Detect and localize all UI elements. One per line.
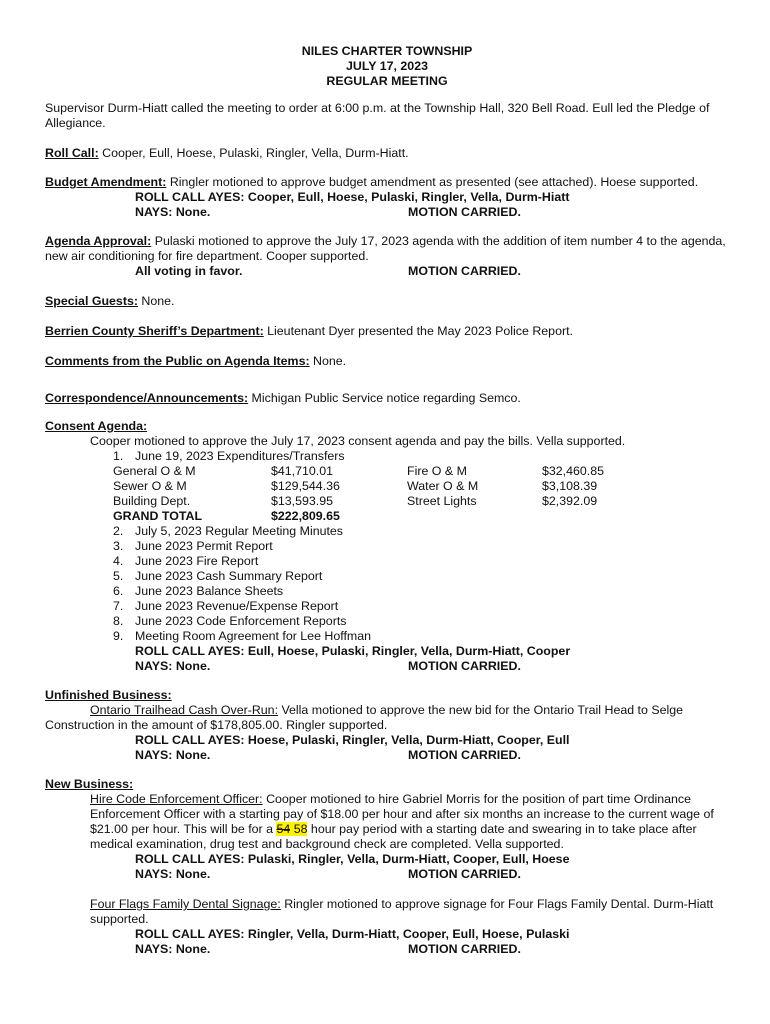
exp-label: Street Lights xyxy=(407,494,477,508)
consent-item-text: Meeting Room Agreement for Lee Hoffman xyxy=(135,629,372,643)
consent-ayes: ROLL CALL AYES: Eull, Hoese, Pulaski, Ringler, Vella, Durm-Hiatt, Cooper xyxy=(135,644,571,658)
hire-result: MOTION CARRIED. xyxy=(408,867,521,881)
consent-item-7: 7. June 2023 Revenue/Expense Report xyxy=(113,599,339,613)
unfinished-sub-label: Ontario Trailhead Cash Over-Run: xyxy=(90,703,279,717)
consent-item-text: June 2023 Revenue/Expense Report xyxy=(135,599,339,613)
budget-vote xyxy=(45,205,729,220)
intro-paragraph: Supervisor Durm-Hiatt called the meeting to order at 6:00 p.m. at the Township Hall, 320 Bell Road. Eull led the Pledge of Allegiance. xyxy=(45,101,710,130)
consent-item-5: 5. June 2023 Cash Summary Report xyxy=(113,569,323,583)
roll-call-text: Cooper, Eull, Hoese, Pulaski, Ringler, Vella, Durm-Hiatt. xyxy=(98,146,409,160)
exp-amount: $3,108.39 xyxy=(542,479,598,493)
consent-item-9: 9. Meeting Room Agreement for Lee Hoffman xyxy=(113,629,372,643)
agenda-vote xyxy=(45,264,729,279)
hire-ayes: ROLL CALL AYES: Pulaski, Ringler, Vella, Durm-Hiatt, Cooper, Eull, Hoese xyxy=(135,852,570,866)
consent-vote xyxy=(45,659,729,674)
hire-vote xyxy=(45,867,729,882)
unfinished-ayes: ROLL CALL AYES: Hoese, Pulaski, Ringler, Vella, Durm-Hiatt, Cooper, Eull xyxy=(135,733,570,747)
unfinished-result: MOTION CARRIED. xyxy=(408,748,521,762)
agenda-result: MOTION CARRIED. xyxy=(408,264,521,278)
sheriff-text: Lieutenant Dyer presented the May 2023 Police Report. xyxy=(263,324,573,338)
special-guests xyxy=(45,294,729,309)
unfinished-nays: NAYS: None. xyxy=(135,748,211,762)
signage-body: Ringler motioned to approve signage for Four Flags Family Dental. Durm-Hiatt supported. xyxy=(90,897,714,926)
exp-label: Fire O & M xyxy=(407,464,467,478)
consent-item-text: June 2023 Permit Report xyxy=(135,539,273,553)
hire-struck-value: 54 xyxy=(276,822,291,836)
sheriff-report xyxy=(45,324,729,339)
grand-total-row xyxy=(45,509,729,524)
correspondence-text: Michigan Public Service notice regarding Semco. xyxy=(248,391,521,405)
minutes-document xyxy=(45,44,729,957)
agenda-vote-text: All voting in favor. xyxy=(135,264,243,278)
signage-result: MOTION CARRIED. xyxy=(408,942,521,956)
consent-item-6: 6. June 2023 Balance Sheets xyxy=(113,584,284,598)
expenditure-row xyxy=(45,479,729,494)
exp-label: Water O & M xyxy=(407,479,479,493)
consent-item-8: 8. June 2023 Code Enforcement Reports xyxy=(113,614,347,628)
public-comments-label: Comments from the Public on Agenda Items: xyxy=(45,354,310,368)
sheriff-label: Berrien County Sheriff’s Department: xyxy=(45,324,264,338)
consent-item-2: 2. July 5, 2023 Regular Meeting Minutes xyxy=(113,524,344,538)
consent-result: MOTION CARRIED. xyxy=(408,659,521,673)
consent-item-text: June 2023 Balance Sheets xyxy=(135,584,284,598)
hire-body-a: Cooper motioned to hire Gabriel Morris for the position of part time Ordinance Enforcement Officer with a starting pay of $18.00 per hour and after six months an increase to the current wage of $21.00 per hour. This will be for a xyxy=(90,792,714,836)
agenda-text: Pulaski motioned to approve the July 17, 2023 agenda with the addition of item number 4 to the agenda, new air conditioning for fire department. Cooper supported. xyxy=(45,234,726,263)
exp-amount: $129,544.36 xyxy=(271,479,340,493)
agenda-approval xyxy=(45,234,729,264)
signage-text xyxy=(45,897,729,927)
hire-text xyxy=(45,792,729,852)
new-business-label: New Business: xyxy=(45,777,134,791)
header-meeting: REGULAR MEETING xyxy=(326,74,448,88)
hire-sub-label: Hire Code Enforcement Officer: xyxy=(90,792,263,806)
exp-amount: $32,460.85 xyxy=(542,464,605,478)
consent-item-text: June 2023 Cash Summary Report xyxy=(135,569,323,583)
special-guests-label: Special Guests: xyxy=(45,294,138,308)
consent-item-3: 3. June 2023 Permit Report xyxy=(113,539,273,553)
grand-total-label: GRAND TOTAL xyxy=(113,509,203,523)
roll-call-label: Roll Call: xyxy=(45,146,99,160)
unfinished-text xyxy=(45,703,729,733)
header-date: JULY 17, 2023 xyxy=(346,59,428,73)
signage-ayes: ROLL CALL AYES: Ringler, Vella, Durm-Hiatt, Cooper, Eull, Hoese, Pulaski xyxy=(135,927,570,941)
consent-item-1-text: June 19, 2023 Expenditures/Transfers xyxy=(135,449,345,463)
budget-text: Ringler motioned to approve budget amendment as presented (see attached). Hoese supported. xyxy=(166,175,699,189)
grand-total-amount: $222,809.65 xyxy=(271,509,340,523)
budget-nays: NAYS: None. xyxy=(135,205,211,219)
unfinished-vote xyxy=(45,748,729,763)
consent-item-1: 1. June 19, 2023 Expenditures/Transfers xyxy=(113,449,345,463)
header-township: NILES CHARTER TOWNSHIP xyxy=(301,44,473,58)
exp-label: Building Dept. xyxy=(113,494,191,508)
budget-ayes: ROLL CALL AYES: Cooper, Eull, Hoese, Pulaski, Ringler, Vella, Durm-Hiatt xyxy=(135,190,570,204)
budget-label: Budget Amendment: xyxy=(45,175,167,189)
exp-label: General O & M xyxy=(113,464,196,478)
special-guests-text: None. xyxy=(137,294,175,308)
signage-vote xyxy=(45,942,729,957)
exp-amount: $2,392.09 xyxy=(542,494,598,508)
hire-highlight-value: 58 xyxy=(293,822,308,836)
correspondence-label: Correspondence/Announcements: xyxy=(45,391,249,405)
consent-item-text: July 5, 2023 Regular Meeting Minutes xyxy=(135,524,344,538)
exp-amount: $41,710.01 xyxy=(271,464,334,478)
unfinished-label: Unfinished Business: xyxy=(45,688,172,702)
roll-call xyxy=(45,146,729,161)
expenditure-row xyxy=(45,494,729,509)
hire-body-b: hour pay period with a starting date and swearing in to take place after medical examination, drug test and background check are completed. Vella supported. xyxy=(90,822,697,851)
consent-text: Cooper motioned to approve the July 17, 2023 consent agenda and pay the bills. Vella supported. xyxy=(90,434,626,448)
budget-result: MOTION CARRIED. xyxy=(408,205,521,219)
unfinished-body: Vella motioned to approve the new bid for the Ontario Trail Head to Selge Construction in the amount of $178,805.00. Ringler supported. xyxy=(45,703,684,732)
signage-nays: NAYS: None. xyxy=(135,942,211,956)
exp-label: Sewer O & M xyxy=(113,479,187,493)
consent-label: Consent Agenda: xyxy=(45,419,148,433)
consent-item-4: 4. June 2023 Fire Report xyxy=(113,554,259,568)
correspondence xyxy=(45,391,729,406)
consent-item-text: June 2023 Fire Report xyxy=(135,554,259,568)
exp-amount: $13,593.95 xyxy=(271,494,334,508)
public-comments-text: None. xyxy=(309,354,347,368)
budget-amendment xyxy=(45,175,729,190)
agenda-label: Agenda Approval: xyxy=(45,234,152,248)
signage-sub-label: Four Flags Family Dental Signage: xyxy=(90,897,281,911)
public-comments xyxy=(45,354,729,369)
expenditure-row xyxy=(45,464,729,479)
consent-item-text: June 2023 Code Enforcement Reports xyxy=(135,614,347,628)
consent-nays: NAYS: None. xyxy=(135,659,211,673)
hire-nays: NAYS: None. xyxy=(135,867,211,881)
